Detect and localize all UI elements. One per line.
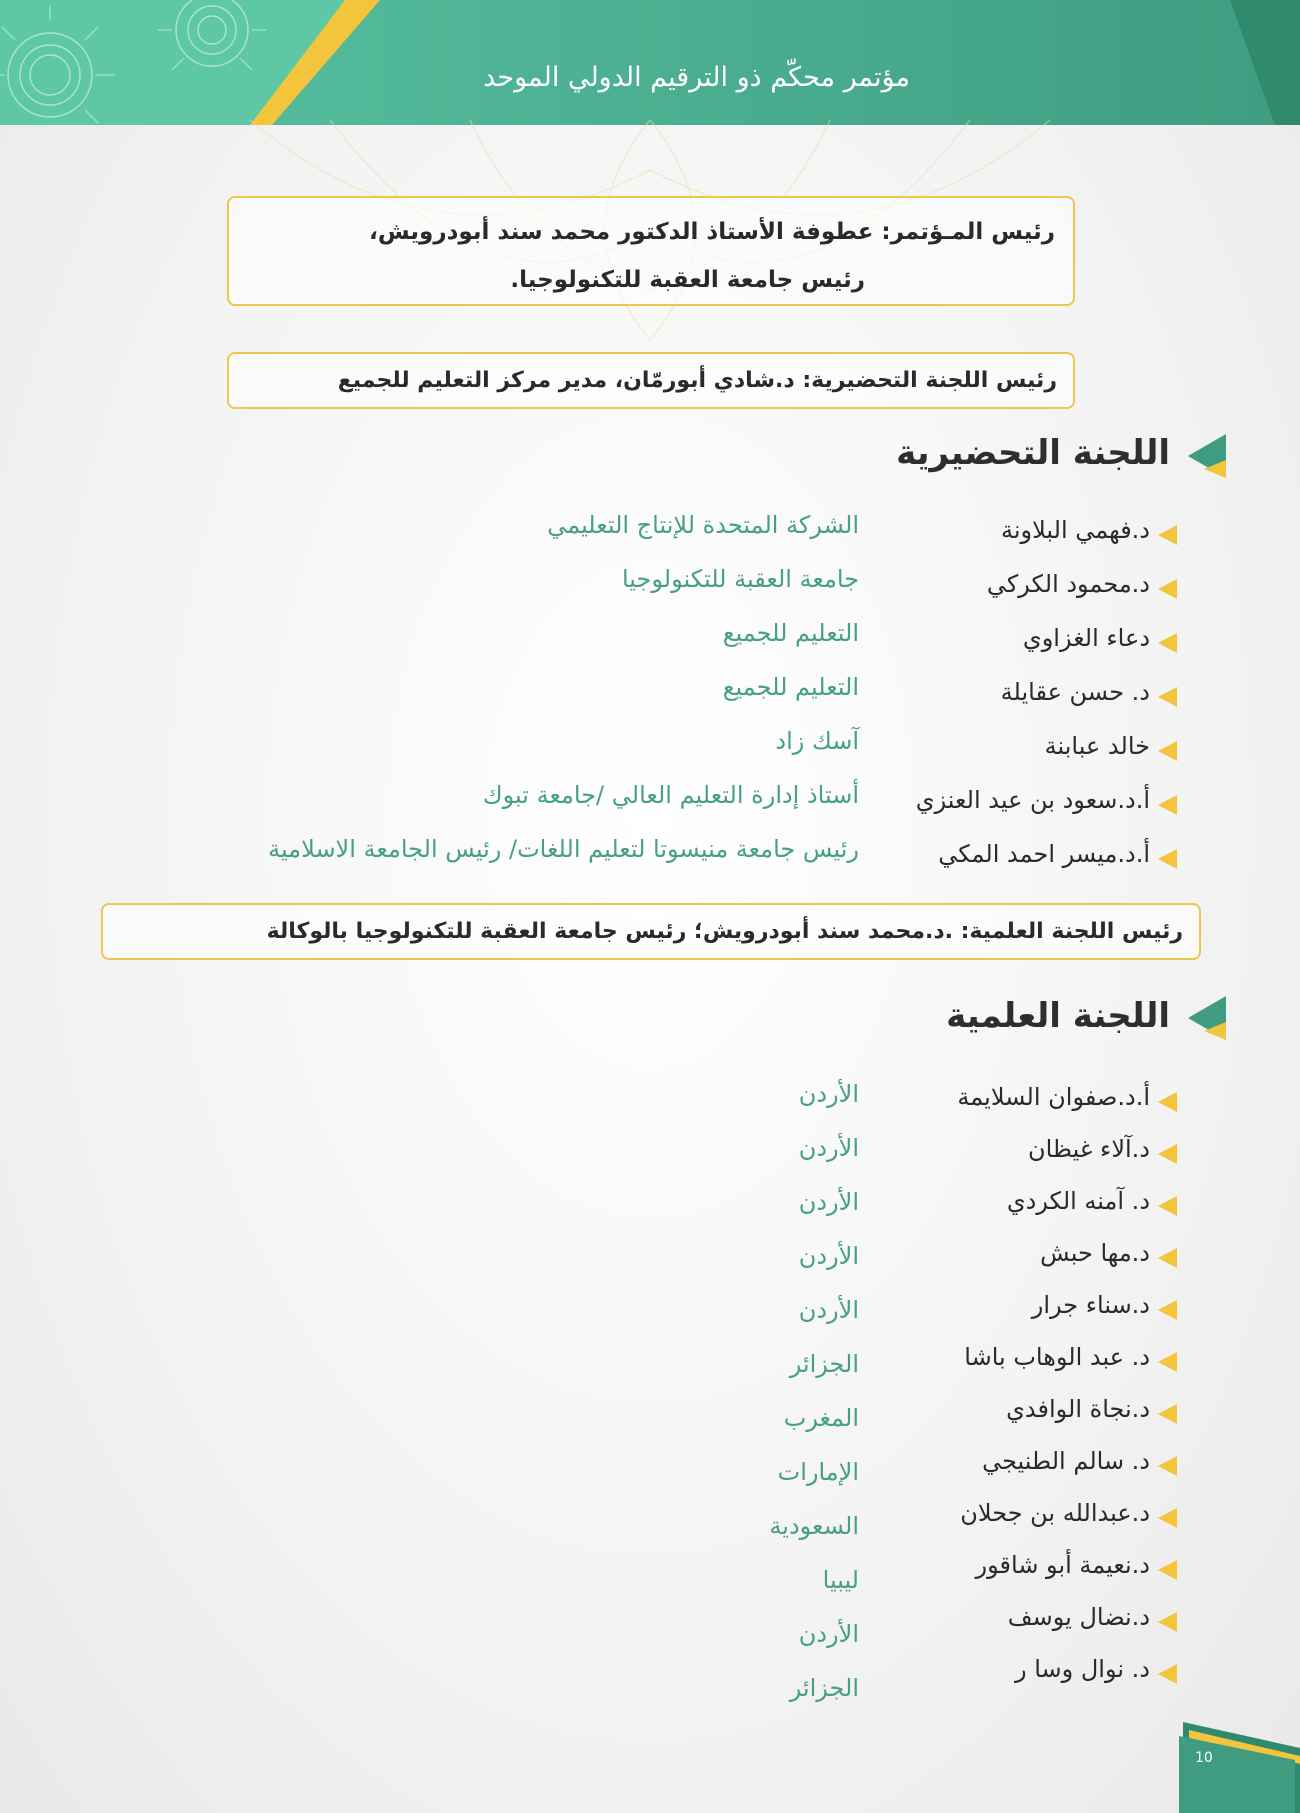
page-corner-decoration [1175,1720,1300,1813]
member-affiliation: الشركة المتحدة للإنتاج التعليمي [547,511,859,539]
section-triangle-icon [1184,432,1228,480]
member-name: د. نوال وسا ر [1015,1655,1150,1683]
page-number: 10 [1195,1750,1213,1766]
list-item [0,1187,1300,1227]
bullet-triangle-icon [1156,794,1178,816]
bullet-triangle-icon [1156,1663,1178,1685]
member-country: الأردن [798,1242,859,1270]
conference-head-line1: رئيس المـؤتمر: عطوفة الأستاذ الدكتور محمد سند أبودرويش، [369,219,1055,245]
list-item [0,1083,1300,1123]
member-affiliation: التعليم للجميع [722,673,859,701]
member-affiliation: رئيس جامعة منيسوتا لتعليم اللغات/ رئيس الجامعة الاسلامية [268,835,859,863]
list-item [0,1551,1300,1591]
member-name: د.محمود الكركي [986,570,1150,598]
sci-committee-title: اللجنة العلمية [946,996,1170,1036]
member-affiliation: أستاذ إدارة التعليم العالي /جامعة تبوك [482,781,859,809]
member-name: د.آلاء غيظان [1027,1135,1150,1163]
list-item [0,1395,1300,1435]
bullet-triangle-icon [1156,1559,1178,1581]
member-country: الأردن [798,1620,859,1648]
bullet-triangle-icon [1156,740,1178,762]
list-item [0,835,1300,880]
member-country: المغرب [783,1404,859,1432]
list-item [0,781,1300,826]
conference-head-box [227,196,1075,306]
member-name: د. سالم الطنيجي [982,1447,1150,1475]
member-name: د. آمنه الكردي [1006,1187,1150,1215]
prep-head-box [227,352,1075,409]
member-country: الجزائر [789,1350,859,1378]
list-item [0,511,1300,556]
bullet-triangle-icon [1156,1299,1178,1321]
section-triangle-icon [1184,994,1228,1042]
member-country: السعودية [769,1512,859,1540]
member-name: د.نعيمة أبو شاقور [975,1551,1150,1579]
prep-committee-title: اللجنة التحضيرية [896,433,1170,473]
list-item [0,673,1300,718]
bullet-triangle-icon [1156,1143,1178,1165]
bullet-triangle-icon [1156,1351,1178,1373]
member-name: أ.د.سعود بن عيد العنزي [915,786,1150,814]
member-affiliation: التعليم للجميع [722,619,859,647]
member-name: دعاء الغزاوي [1022,624,1150,652]
member-country: الأردن [798,1296,859,1324]
member-name: أ.د.صفوان السلايمة [957,1083,1150,1111]
list-item [0,1135,1300,1175]
conference-head-line2: رئيس جامعة العقبة للتكنولوجيا. [510,267,865,293]
list-item [0,1447,1300,1487]
member-country: الأردن [798,1080,859,1108]
member-name: د.نضال يوسف [1007,1603,1150,1631]
member-affiliation: جامعة العقبة للتكنولوجيا [621,565,859,593]
list-item [0,1499,1300,1539]
member-name: د. عبد الوهاب باشا [964,1343,1150,1371]
bullet-triangle-icon [1156,524,1178,546]
bullet-triangle-icon [1156,1195,1178,1217]
list-item [0,727,1300,772]
list-item [0,1343,1300,1383]
bullet-triangle-icon [1156,1091,1178,1113]
sci-head-box [101,903,1201,960]
list-item [0,1603,1300,1643]
member-name: د.نجاة الوافدي [1006,1395,1150,1423]
bullet-triangle-icon [1156,1247,1178,1269]
list-item [0,619,1300,664]
member-name: د. حسن عقايلة [1000,678,1150,706]
bullet-triangle-icon [1156,578,1178,600]
bullet-triangle-icon [1156,1403,1178,1425]
bullet-triangle-icon [1156,848,1178,870]
bullet-triangle-icon [1156,1507,1178,1529]
member-country: الجزائر [789,1674,859,1702]
list-item [0,1239,1300,1279]
prep-head-text: رئيس اللجنة التحضيرية: د.شادي أبورمّان، مدير مركز التعليم للجميع [337,368,1057,393]
member-name: أ.د.ميسر احمد المكي [938,840,1150,868]
member-name: د.عبدالله بن جحلان [960,1499,1150,1527]
member-country: الأردن [798,1188,859,1216]
bullet-triangle-icon [1156,632,1178,654]
member-country: ليبيا [822,1566,859,1594]
bullet-triangle-icon [1156,686,1178,708]
member-country: الأردن [798,1134,859,1162]
member-country: الإمارات [777,1458,859,1486]
member-name: د.مها حبش [1040,1239,1150,1267]
sci-head-text: رئيس اللجنة العلمية: .د.محمد سند أبودرويش؛ رئيس جامعة العقبة للتكنولوجيا بالوكالة [266,919,1183,944]
list-item [0,1655,1300,1695]
member-affiliation: آسك زاد [775,727,859,755]
member-name: د.سناء جرار [1031,1291,1150,1319]
bullet-triangle-icon [1156,1611,1178,1633]
list-item [0,1291,1300,1331]
conference-title: مؤتمر محكّم ذو الترقيم الدولي الموحد [483,62,910,93]
list-item [0,565,1300,610]
bullet-triangle-icon [1156,1455,1178,1477]
header-banner [0,0,1300,125]
member-name: د.فهمي البلاونة [1000,516,1150,544]
member-name: خالد عبابنة [1044,732,1150,760]
